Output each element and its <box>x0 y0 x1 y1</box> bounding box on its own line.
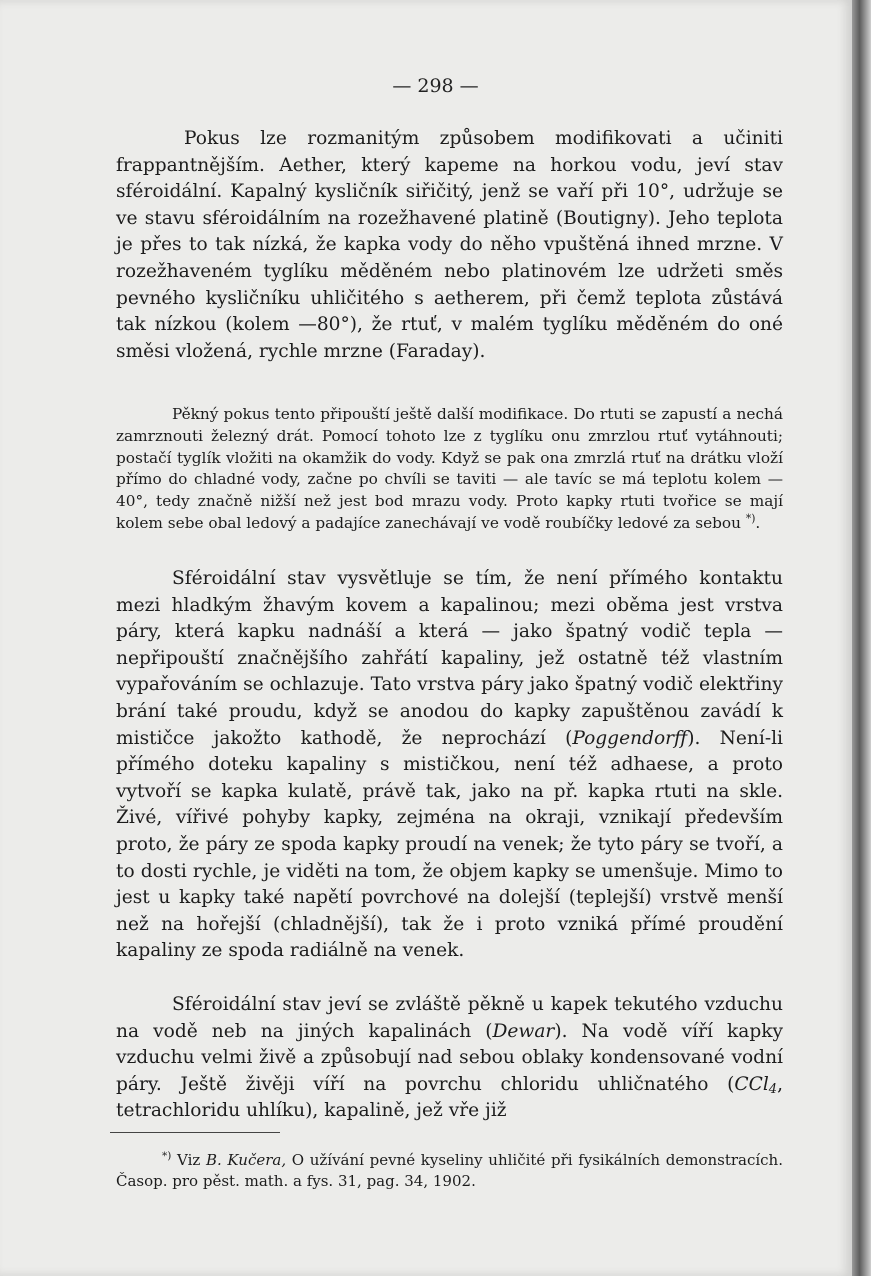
formula-subscript: 4 <box>768 1081 778 1097</box>
footnote-divider <box>110 1132 280 1133</box>
formula-ccl-text: CCl <box>734 1073 769 1095</box>
footnote-reference: *) <box>745 511 756 525</box>
author-dewar: Dewar <box>492 1020 555 1042</box>
paragraph-2-small-print <box>116 404 783 535</box>
paragraph-4 <box>116 992 783 1125</box>
paragraph-4-text-b: ). Na vodě víří kapky vzduchu velmi živě a způsobují nad sebou oblaky kondensované vodní páry. Ještě živěji víří na povrchu chloridu uhličnatého ( <box>116 1020 783 1095</box>
formula-ccl4 <box>734 1074 777 1095</box>
paragraph-3-text-a: Sféroidální stav vysvětluje se tím, že není přímého kontaktu mezi hladkým žhavým kovem a kapalinou; mezi oběma jest vrstva páry, která kapku nadnáší a která — jako špatný vodič tepla — nepřipouští značnějšího zahřátí kapaliny, jež ostatně též vlastním vypařováním se ochlazuje. Tato vrstva páry jako špatný vodič elektřiny brání také proudu, když se anodou do kapky zapuštěnou zavádí k mističce jakožto kathodě, že neprochází ( <box>116 568 783 749</box>
paragraph-2-end: . <box>755 513 761 532</box>
paragraph-4-text-a: Sféroidální stav jeví se zvláště pěkně u kapek tekutého vzduchu na vodě neb na jiných kapalinách ( <box>116 994 783 1042</box>
paragraph-3 <box>116 566 783 965</box>
footnote-mark: *) <box>162 1150 172 1162</box>
footnote-text-b: O užívání pevné kyseliny uhličité při fysikálních demonstracích. Časop. pro pěst. math. a fys. 31, pag. 34, 1902. <box>116 1151 783 1190</box>
paragraph-3-text-b: ). Není-li přímého doteku kapaliny s mističkou, není též adhaese, a proto vytvoří se kapka kulatě, právě tak, jako na př. kapka rtuti na skle. Živé, vířivé pohyby kapky, zejména na okraji, vznikají především proto, že páry ze spoda kapky proudí na venek; že tyto páry se tvoří, a to dosti rychle, je viděti na tom, že objem kapky se umenšuje. Mimo to jest u kapky také napětí povrchové na dolejší (teplejší) vrstvě menší než na hořejší (chladnější), tak že i proto vzniká přímé proudění kapaliny ze spoda radiálně na venek. <box>116 727 783 962</box>
paragraph-4-text-c: , tetrachloridu uhlíku), kapalině, jež vře již <box>116 1073 783 1122</box>
footnote <box>116 1150 783 1192</box>
paragraph-1: Pokus lze rozmanitým způsobem modifikovati a učiniti frappantnějším. Aether, který kapeme na horkou vodu, jeví stav sféroidální. Kapalný kysličník siřičitý, jenž se vaří při 10°, udržuje se ve stavu sféroidálním na rozežhavené platině (Boutigny). Jeho teplota je přes to tak nízká, že kapka vody do něho vpuštěná ihned mrzne. V rozežhaveném tyglíku měděném nebo platinovém lze udržeti směs pevného kysličníku uhličitého s aetherem, při čemž teplota zůstává tak nízkou (kolem —80°), že rtuť, v malém tyglíku měděném do oné směsi vložená, rychle mrzne (Faraday). <box>116 128 783 362</box>
footnote-author: B. Kučera, <box>205 1151 287 1169</box>
paragraph-2-text: Pěkný pokus tento připouští ještě další modifikace. Do rtuti se zapustí a nechá zamrznouti železný drát. Pomocí tohoto lze z tyglíku onu zmrzlou rtuť vytáhnouti; postačí tyglík vložiti na okamžik do vody. Když se pak ona zmrzlá rtuť na drátku vloží přímo do chladné vody, začne po chvíli se taviti — ale tavíc se má teplotu kolem — 40°, tedy značně nižší než jest bod mrazu vody. Proto kapky rtuti tvořice se mají kolem sebe obal ledový a padajíce zanechávají ve vodě roubíčky ledové za sebou <box>116 405 783 532</box>
author-poggendorff: Poggendorff <box>572 727 688 749</box>
page-number: — 298 — <box>392 75 479 97</box>
book-spine-edge <box>852 0 871 1276</box>
footnote-text-a: Viz <box>171 1151 206 1169</box>
